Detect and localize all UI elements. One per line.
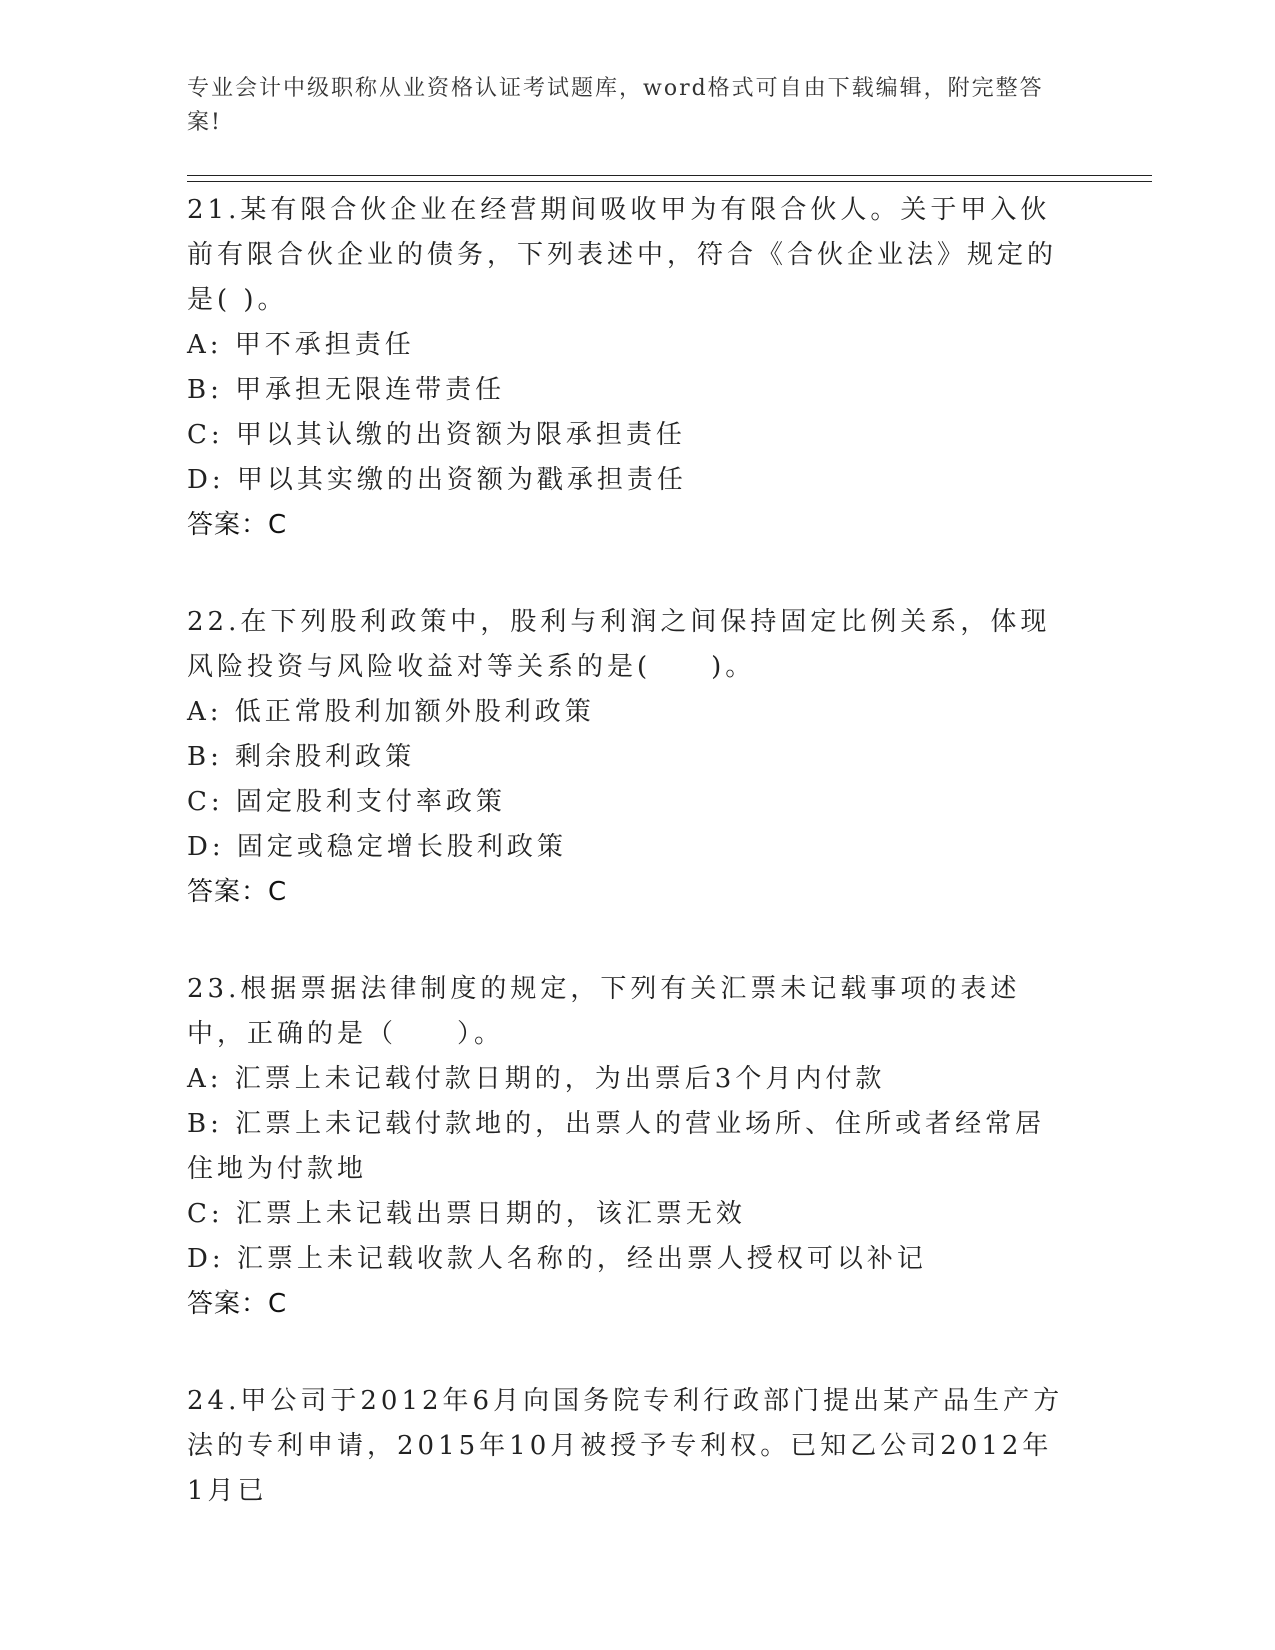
option-c: C: 甲以其认缴的出资额为限承担责任 (187, 420, 686, 450)
document-header: 专业会计中级职称从业资格认证考试题库，word格式可自由下载编辑，附完整答案! (187, 76, 1044, 135)
header-divider-bottom (187, 181, 1152, 182)
question-stem: 甲公司于2012年6月向国务院专利行政部门提出某产品生产方法的专利申请，2015年10月被授予专利权。已知乙公司2012年1月已 (187, 1386, 1064, 1506)
option-a: A: 汇票上未记载付款日期的，为出票后3个月内付款 (187, 1064, 886, 1094)
answer: 答案：C (187, 1289, 288, 1319)
option-c: C: 固定股利支付率政策 (187, 787, 506, 817)
question-text (187, 188, 1067, 323)
question-text (187, 967, 1067, 1057)
option-b: B: 剩余股利政策 (187, 742, 416, 772)
header-divider-top (187, 175, 1152, 176)
question-23 (187, 967, 1067, 1327)
question-24 (187, 1379, 1067, 1514)
option-d: D: 甲以其实缴的出资额为戳承担责任 (187, 465, 687, 495)
option-d: D: 固定或稳定增长股利政策 (187, 832, 567, 862)
question-21 (187, 188, 1067, 548)
question-number: 21. (187, 195, 241, 225)
question-22 (187, 600, 1067, 915)
question-number: 23. (187, 974, 241, 1004)
option-b: B: 汇票上未记载付款地的，出票人的营业场所、住所或者经常居住地为付款地 (187, 1109, 1046, 1184)
answer: 答案：C (187, 877, 288, 907)
question-stem: 在下列股利政策中，股利与利润之间保持固定比例关系，体现风险投资与风险收益对等关系的是( )。 (187, 607, 1051, 682)
question-text (187, 1379, 1067, 1514)
question-list (187, 188, 1067, 1566)
question-stem: 根据票据法律制度的规定，下列有关汇票未记载事项的表述中，正确的是（ ）。 (187, 974, 1021, 1049)
question-number: 22. (187, 607, 241, 637)
question-stem: 某有限合伙企业在经营期间吸收甲为有限合伙人。关于甲入伙前有限合伙企业的债务，下列表述中，符合《合伙企业法》规定的是( )。 (187, 195, 1058, 315)
option-d: D: 汇票上未记载收款人名称的，经出票人授权可以补记 (187, 1244, 927, 1274)
option-a: A: 低正常股利加额外股利政策 (187, 697, 595, 727)
question-number: 24. (187, 1386, 241, 1416)
answer: 答案：C (187, 510, 288, 540)
option-a: A: 甲不承担责任 (187, 330, 415, 360)
option-b: B: 甲承担无限连带责任 (187, 375, 506, 405)
question-text (187, 600, 1067, 690)
option-c: C: 汇票上未记载出票日期的，该汇票无效 (187, 1199, 746, 1229)
